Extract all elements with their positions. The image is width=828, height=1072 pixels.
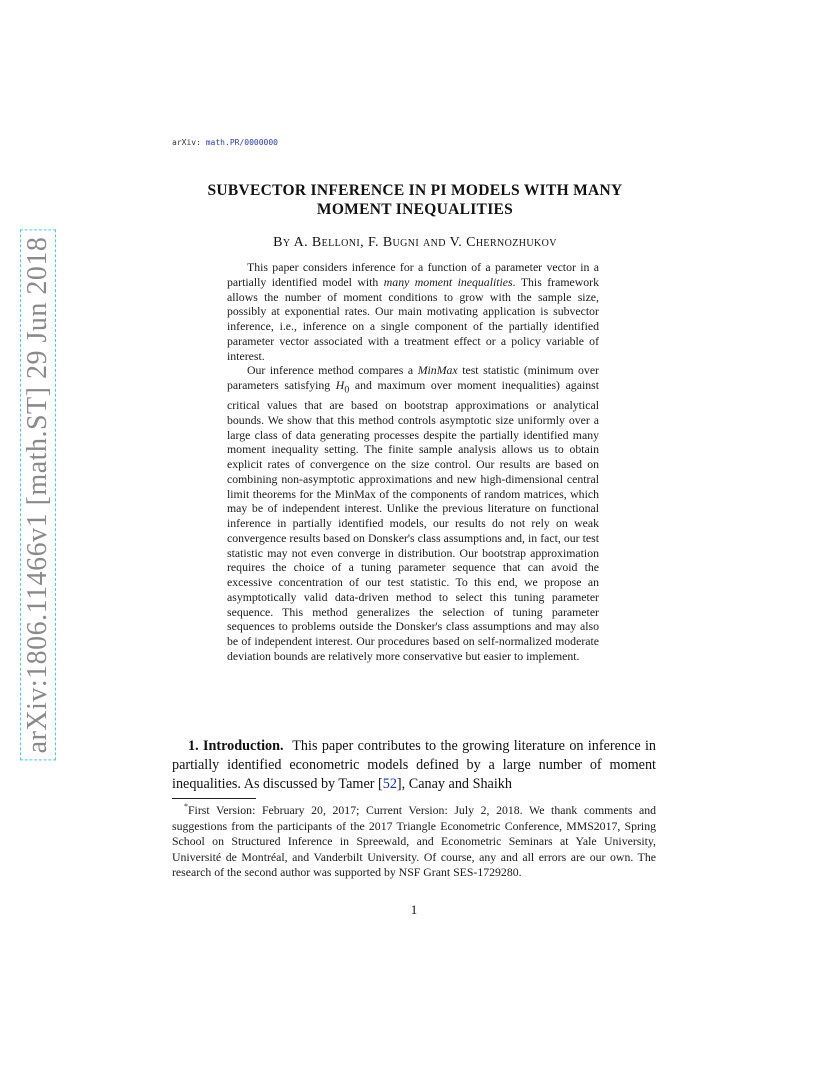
introduction-section	[172, 737, 656, 794]
footnote-mark: *	[184, 802, 188, 812]
abstract-p2-text-b: test statistic (minimum over parameters satisfying	[227, 363, 599, 392]
abstract-p1-text-b: . This framework allows the number of moment conditions to grow with the sample size, possibly at exponential rates. Our main motivating application is subvector inference, i.e., inference on a single component of the partially identified parameter vector associated with a treatment effect or a policy variable of interest.	[227, 274, 599, 363]
footnote-paragraph	[172, 803, 656, 881]
arxiv-ref-link[interactable]: math.PR/0000000	[205, 138, 278, 147]
abstract-paragraph-1	[227, 260, 599, 363]
arxiv-ref-label: arXiv:	[172, 138, 201, 147]
introduction-text-b: ], Canay and Shaikh	[396, 776, 512, 792]
introduction-text-a: This paper contributes to the growing literature on inference in partially identified econometric models defined by a large number of moment inequalities. As discussed by Tamer [	[172, 738, 657, 792]
abstract-p1-text-a: This paper considers inference for a function of a parameter vector in a partially identified model with	[227, 260, 599, 289]
abstract-h0-subscript: 0	[344, 384, 350, 396]
abstract-p1-emphasis: many moment inequalities	[383, 274, 513, 289]
footnote-rule	[172, 798, 256, 799]
footnote	[172, 803, 656, 881]
abstract-h0-symbol: H	[335, 378, 345, 392]
abstract-paragraph-2	[227, 363, 599, 663]
arxiv-stamp-text: arXiv:1806.11466v1 [math.ST] 29 Jun 2018	[20, 230, 56, 761]
abstract-p2-text-a: Our inference method compares a	[247, 363, 418, 378]
abstract-p2-text-c: and maximum over moment inequalities) against critical values that are based on bootstrap approximations or analytical bounds. We show that this method controls asymptotic size uniformly over a large class of data generating processes despite the partially identified many moment inequality setting. The finite sample analysis allows us to obtain explicit rates of convergence on the size control. Our results are based on combining non-asymptotic approximations and new high-dimensional central limit theorems for the MinMax of the components of random matrices, which may be of independent interest. Unlike the previous literature on functional inference in partially identified models, our results do not rely on weak convergence results based on Donsker's class assumptions and, in fact, our test statistic may not even converge in distribution. Our bootstrap approximation requires the choice of a tuning parameter sequence that can avoid the excessive concentration of our test statistic. To this end, we propose an asymptotically valid data-driven method to select this tuning parameter sequence. This method generalizes the selection of tuning parameter sequences to problems outside the Donsker's class assumptions and may also be of independent interest. Our procedures based on self-normalized moderate deviation bounds are relatively more conservative but easier to implement.	[227, 378, 599, 663]
footnote-text: First Version: February 20, 2017; Current Version: July 2, 2018. We thank comments and suggestions from the participants of the 2017 Triangle Econometric Conference, MMS2017, Spring School on Structured Inference in Spreewald, and Econometric Seminars at Yale University, Université de Montréal, and Vanderbilt University. Of course, any and all errors are our own. The research of the second author was supported by NSF Grant SES-1729280.	[172, 803, 656, 879]
title-line-1: SUBVECTOR INFERENCE IN PI MODELS WITH MANY	[207, 182, 623, 199]
page-number: 1	[410, 902, 418, 917]
citation-link[interactable]: 52	[382, 776, 397, 792]
paper-authors: By A. Belloni, F. Bugni and V. Chernozhukov	[273, 235, 557, 250]
arxiv-reference	[172, 138, 278, 147]
title-line-2: MOMENT INEQUALITIES	[316, 201, 514, 218]
paper-title	[165, 181, 665, 219]
abstract	[227, 260, 599, 664]
arxiv-side-stamp[interactable]	[20, 236, 56, 754]
introduction-paragraph	[172, 737, 656, 794]
introduction-heading: 1. Introduction.	[188, 738, 284, 754]
abstract-p2-emphasis: MinMax	[417, 363, 458, 378]
